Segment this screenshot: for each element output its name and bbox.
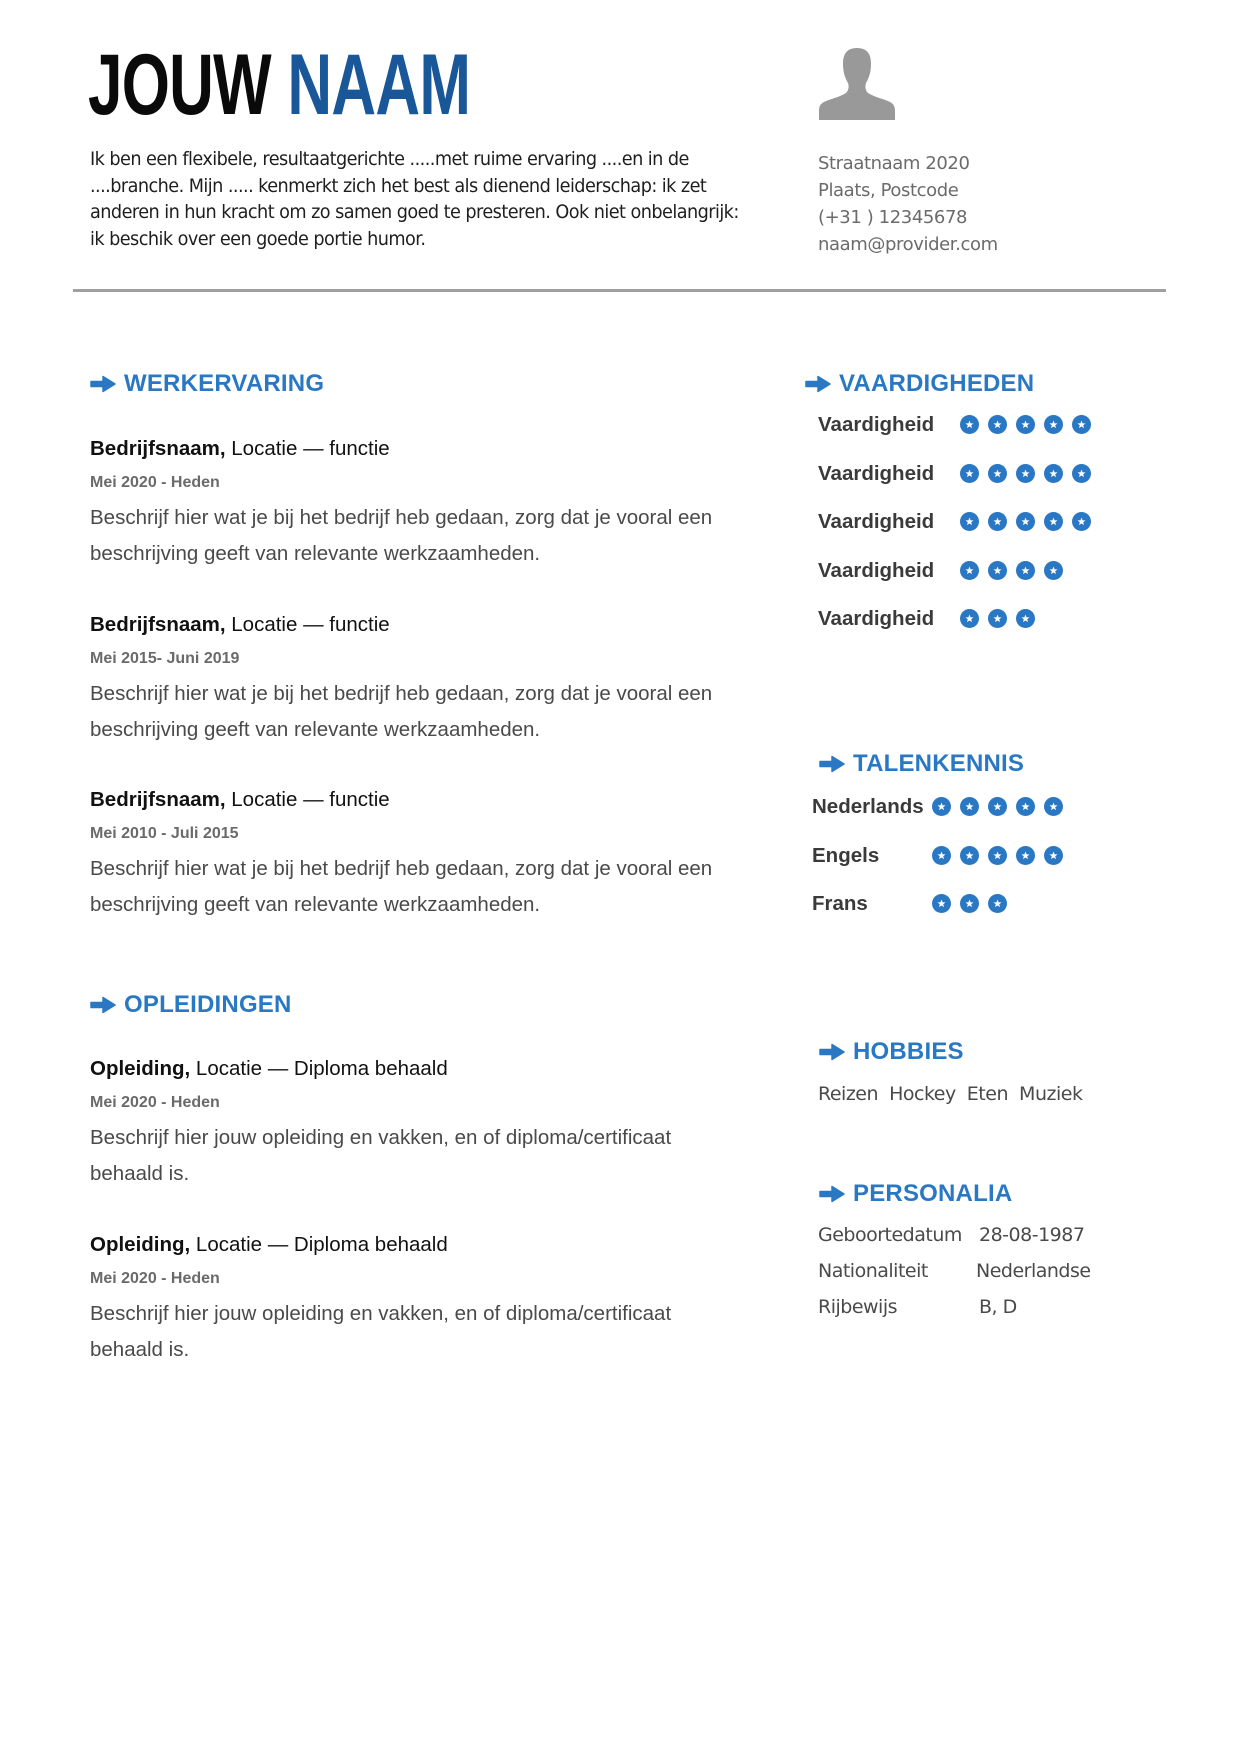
rating-dots [932, 797, 1072, 816]
skill-label: Vaardigheid [818, 413, 935, 436]
entry-school: Opleiding, [90, 1233, 191, 1256]
star-circle-icon [960, 561, 979, 580]
star-circle-icon [1044, 464, 1063, 483]
language-label: Frans [812, 892, 868, 915]
star-circle-icon [988, 415, 1007, 434]
rating-dots [960, 464, 1100, 483]
contact-street: Straatnaam 2020 [818, 153, 970, 174]
entry-title [90, 783, 770, 817]
star-circle-icon [988, 894, 1007, 913]
language-row [812, 795, 924, 819]
star-circle-icon [1044, 561, 1063, 580]
name-last: NAAM [287, 37, 471, 133]
star-circle-icon [932, 894, 951, 913]
candidate-name [88, 37, 471, 133]
star-circle-icon [1072, 512, 1091, 531]
person-silhouette-icon [818, 46, 896, 122]
entry-date: Mei 2020 - Heden [90, 1094, 220, 1111]
star-circle-icon [1072, 415, 1091, 434]
hobbies-text: Reizen Hockey Eten Muziek [818, 1083, 1083, 1105]
skill-label: Vaardigheid [818, 461, 935, 485]
section-heading-hobbies [819, 1038, 964, 1066]
personalia-label: Nationaliteit [818, 1260, 928, 1282]
entry-description: Beschrijf hier wat je bij het bedrijf heb gedaan, zorg dat je vooral een beschrijving geeft van relevante werkzaamheden. [90, 682, 713, 741]
section-heading-work [90, 370, 324, 398]
entry-location-role: Locatie — functie [225, 788, 390, 811]
skill-label: Vaardigheid [818, 558, 935, 582]
personalia-label: Rijbewijs [818, 1296, 898, 1318]
skill-row [818, 607, 934, 631]
skill-label: Vaardigheid [818, 607, 935, 630]
star-circle-icon [1016, 797, 1035, 816]
work-entry [90, 783, 770, 923]
personalia-row-license [818, 1296, 1017, 1318]
star-circle-icon [1016, 846, 1035, 865]
personalia-value: Nederlandse [976, 1260, 1091, 1282]
entry-location-role: Locatie — functie [225, 613, 390, 636]
section-title: VAARDIGHEDEN [839, 370, 1035, 397]
star-circle-icon [988, 797, 1007, 816]
star-circle-icon [988, 464, 1007, 483]
star-circle-icon [960, 415, 979, 434]
skill-row [818, 413, 934, 437]
star-circle-icon [1016, 512, 1035, 531]
star-circle-icon [1072, 464, 1091, 483]
star-circle-icon [1044, 846, 1063, 865]
entry-title [90, 1228, 730, 1262]
star-circle-icon [1016, 561, 1035, 580]
entry-date: Mei 2015- Juni 2019 [90, 650, 240, 667]
entry-date: Mei 2020 - Heden [90, 1270, 220, 1287]
star-circle-icon [932, 797, 951, 816]
section-title: TALENKENNIS [853, 750, 1025, 777]
contact-email[interactable]: naam@provider.com [818, 234, 998, 255]
star-circle-icon [932, 846, 951, 865]
personalia-value: 28-08-1987 [979, 1224, 1085, 1246]
star-circle-icon [988, 561, 1007, 580]
entry-description: Beschrijf hier jouw opleiding en vakken, en of diploma/certificaat behaald is. [90, 1126, 672, 1185]
entry-description: Beschrijf hier wat je bij het bedrijf heb gedaan, zorg dat je vooral een beschrijving geeft van relevante werkzaamheden. [90, 506, 713, 565]
arrow-right-icon [819, 1185, 845, 1203]
language-row [812, 844, 879, 868]
work-entry [90, 608, 770, 748]
entry-location-diploma: Locatie — Diploma behaald [190, 1233, 448, 1256]
skill-label: Vaardigheid [818, 510, 935, 533]
section-title: OPLEIDINGEN [124, 991, 292, 1018]
language-row [812, 892, 868, 916]
contact-city: Plaats, Postcode [818, 180, 959, 201]
section-heading-education [90, 991, 292, 1019]
section-heading-personalia [819, 1180, 1012, 1208]
star-circle-icon [1016, 609, 1035, 628]
rating-dots [932, 894, 1016, 913]
arrow-right-icon [819, 755, 845, 773]
contact-info [818, 150, 998, 258]
star-circle-icon [988, 512, 1007, 531]
entry-title [90, 608, 770, 642]
skill-row [818, 462, 934, 486]
star-circle-icon [988, 846, 1007, 865]
star-circle-icon [1016, 464, 1035, 483]
entry-date: Mei 2010 - Juli 2015 [90, 825, 239, 842]
entry-school: Opleiding, [90, 1057, 191, 1080]
entry-location-diploma: Locatie — Diploma behaald [190, 1057, 448, 1080]
rating-dots [960, 561, 1072, 580]
education-entry [90, 1052, 730, 1192]
skill-row [818, 510, 934, 534]
arrow-right-icon [90, 375, 116, 393]
personalia-value: B, D [979, 1296, 1017, 1318]
section-heading-languages [819, 750, 1024, 778]
star-circle-icon [1044, 512, 1063, 531]
rating-dots [932, 846, 1072, 865]
entry-company: Bedrijfsnaam, [90, 613, 226, 636]
personalia-label: Geboortedatum [818, 1224, 962, 1246]
entry-date: Mei 2020 - Heden [90, 474, 220, 491]
star-circle-icon [960, 609, 979, 628]
star-circle-icon [960, 464, 979, 483]
entry-title [90, 1052, 730, 1086]
entry-title [90, 432, 770, 466]
rating-dots [960, 512, 1100, 531]
star-circle-icon [960, 894, 979, 913]
entry-description: Beschrijf hier jouw opleiding en vakken, en of diploma/certificaat behaald is. [90, 1302, 672, 1361]
contact-phone: (+31 ) 12345678 [818, 207, 968, 228]
star-circle-icon [960, 512, 979, 531]
entry-description: Beschrijf hier wat je bij het bedrijf heb gedaan, zorg dat je vooral een beschrijving geeft van relevante werkzaamheden. [90, 857, 713, 916]
star-circle-icon [988, 609, 1007, 628]
rating-dots [960, 609, 1044, 628]
personalia-row-nationality [818, 1260, 1091, 1282]
star-circle-icon [960, 797, 979, 816]
star-circle-icon [960, 846, 979, 865]
section-title: WERKERVARING [124, 370, 325, 397]
header-divider [73, 289, 1166, 292]
section-title: HOBBIES [853, 1038, 964, 1065]
arrow-right-icon [819, 1043, 845, 1061]
skill-row [818, 559, 934, 583]
personalia-row-birthdate [818, 1224, 1085, 1246]
entry-company: Bedrijfsnaam, [90, 788, 226, 811]
name-first: JOUW [88, 37, 271, 133]
star-circle-icon [1044, 797, 1063, 816]
star-circle-icon [1016, 415, 1035, 434]
language-label: Nederlands [812, 795, 924, 818]
section-heading-skills [805, 370, 1034, 398]
entry-company: Bedrijfsnaam, [90, 437, 226, 460]
section-title: PERSONALIA [853, 1180, 1013, 1207]
profile-summary: Ik ben een flexibele, resultaatgerichte .....met ruime ervaring ....en in de ....branche. Mijn ..... kenmerkt zich het best als dienend leiderschap: ik zet anderen in hun kracht om zo samen goed te presteren. Ook niet onbelangrijk: ik beschik over een goede portie humor. [90, 148, 739, 250]
arrow-right-icon [90, 996, 116, 1014]
star-circle-icon [1044, 415, 1063, 434]
education-entry [90, 1228, 730, 1368]
work-entry [90, 432, 770, 572]
entry-location-role: Locatie — functie [225, 437, 390, 460]
arrow-right-icon [805, 375, 831, 393]
language-label: Engels [812, 843, 880, 867]
rating-dots [960, 415, 1100, 434]
